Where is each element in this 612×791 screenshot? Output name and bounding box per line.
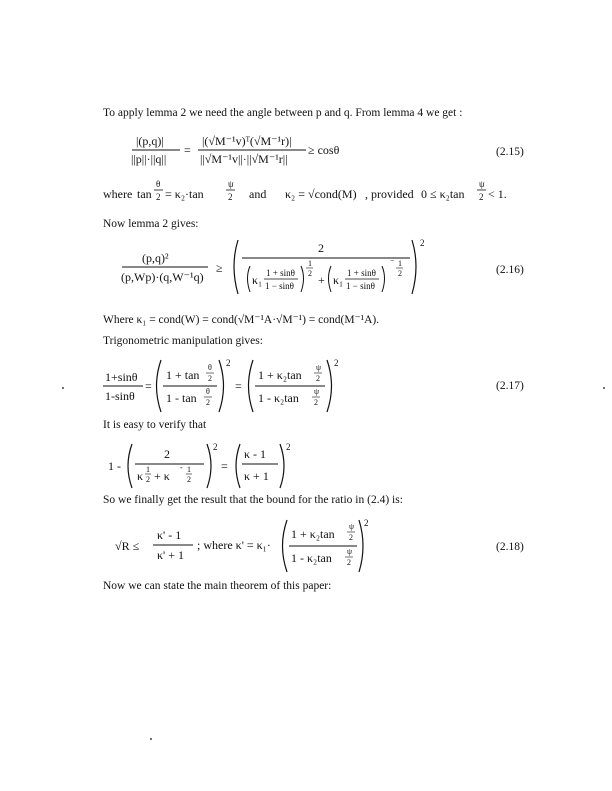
eq216-paren2-left	[329, 266, 332, 292]
eq218-paren-left	[283, 520, 288, 572]
eq217-mid-num-theta: θ	[208, 363, 212, 372]
eq218-num-two: 2	[349, 533, 353, 542]
equation-verify	[108, 440, 328, 492]
verify-half-den: 2	[146, 475, 150, 484]
scan-speck	[603, 387, 605, 389]
paragraph-main-theorem: Now we can state the main theorem of this paper:	[103, 580, 332, 592]
eq216-big-paren-right	[412, 240, 416, 294]
eq216-square: 2	[420, 238, 425, 248]
eq217-rhs-num-two: 2	[316, 374, 320, 383]
verify-rhs-den: κ + 1	[244, 469, 269, 483]
eq216-plus: +	[318, 273, 325, 287]
equation-number-2-17: (2.17)	[496, 380, 524, 392]
eq216-k1-a: κ₁	[252, 273, 263, 287]
eq217-mid-paren-left	[157, 360, 162, 412]
equation-where-tan	[103, 176, 523, 206]
equation-2-18	[115, 516, 369, 576]
provided-word: , provided	[365, 187, 414, 201]
paragraph-where-k1: Where κ₁ = cond(W) = cond(√M⁻¹A·√M⁻¹) = cond(M⁻¹A).	[103, 314, 380, 326]
theta-den: 2	[156, 192, 161, 202]
eq216-frac2-num: 1 + sinθ	[347, 268, 376, 278]
verify-paren-left	[128, 444, 132, 488]
eq218-den: 1 - κ₂tan	[291, 551, 332, 565]
eq216-lhs-num: (p,q)²	[142, 251, 169, 265]
k2-definition: κ₂ = √cond(M)	[285, 187, 357, 201]
verify-paren-right	[207, 444, 211, 488]
verify-rhs-num: κ - 1	[244, 447, 267, 461]
eq-k2tan: = κ₂·tan	[165, 187, 204, 201]
eq218-num-psi: ψ	[349, 522, 355, 531]
eq216-paren1-left	[248, 266, 251, 292]
verify-kappa: κ	[137, 469, 144, 483]
eq216-frac1-num: 1 + sinθ	[266, 268, 295, 278]
eq215-lhs-num: |(p,q)|	[136, 134, 164, 148]
paragraph-easy-verify: It is easy to verify that	[103, 419, 207, 431]
eq216-paren2-right	[382, 266, 385, 292]
eq218-where: ; where κ' = κ₁·	[197, 538, 271, 552]
paragraph-trig: Trigonometric manipulation gives:	[103, 335, 263, 347]
eq216-lhs-den: (p,Wp)·(q,W⁻¹q)	[121, 270, 204, 284]
eq217-rhs-square: 2	[334, 358, 339, 368]
eq216-exp2-minus: −	[390, 256, 395, 265]
condition-lhs: 0 ≤ κ₂tan	[421, 187, 465, 201]
paragraph-lemma-intro: To apply lemma 2 we need the angle between p and q. From lemma 4 we get :	[103, 107, 463, 119]
verify-half-num: 1	[146, 465, 150, 474]
verify-square-2: 2	[286, 442, 291, 452]
equation-number-2-16: (2.16)	[496, 264, 524, 276]
eq218-square: 2	[364, 518, 369, 528]
eq217-rhs-den-psi: ψ	[314, 387, 320, 396]
eq216-big-paren-left	[234, 240, 238, 294]
equation-2-15	[128, 130, 428, 176]
eq215-rhs-den: ||√M⁻¹v||·||√M⁻¹r||	[200, 152, 288, 166]
psi-num: ψ	[228, 179, 234, 189]
condition-rhs: < 1.	[488, 187, 507, 201]
eq218-num: 1 + κ₂tan	[291, 527, 335, 541]
eq218-sqrtR: √R ≤	[115, 539, 140, 553]
eq216-frac1-den: 1 − sinθ	[265, 281, 294, 291]
verify-minus: -	[180, 463, 183, 472]
eq218-frac-den: κ' + 1	[157, 548, 184, 562]
scan-speck	[150, 738, 152, 740]
eq218-den-psi: ψ	[347, 547, 353, 556]
equation-number-2-15: (2.15)	[496, 146, 524, 158]
eq217-rhs-paren-left	[249, 360, 254, 412]
eq218-paren-right	[359, 520, 363, 572]
verify-numer: 2	[164, 447, 170, 461]
eq218-den-two: 2	[347, 558, 351, 567]
paragraph-final-result: So we finally get the result that the bound for the ratio in (2.4) is:	[103, 494, 403, 506]
eq217-eq1: =	[145, 379, 152, 393]
eq217-lhs-den: 1-sinθ	[105, 389, 135, 403]
equation-2-17	[103, 356, 363, 416]
eq216-paren1-right	[301, 266, 304, 292]
tan-word: tan	[137, 187, 152, 201]
theta-num: θ	[156, 179, 161, 189]
eq217-rhs-num-psi: ψ	[316, 363, 322, 372]
equation-number-2-18: (2.18)	[496, 541, 524, 553]
eq216-exp1-den: 2	[308, 269, 312, 278]
eq217-mid-num-two: 2	[208, 374, 212, 383]
scan-speck	[62, 387, 64, 389]
verify-rhs-paren-right	[280, 444, 284, 488]
where-word: where	[103, 187, 133, 201]
and-word: and	[249, 187, 267, 201]
verify-equals: =	[221, 459, 228, 473]
eq217-rhs-num: 1 + κ₂tan	[258, 368, 302, 382]
eq215-equals: =	[184, 143, 191, 157]
eq216-exp1-num: 1	[308, 259, 312, 268]
eq217-rhs-den-two: 2	[314, 398, 318, 407]
eq217-rhs-den: 1 - κ₂tan	[258, 391, 299, 405]
eq216-frac2-den: 1 − sinθ	[346, 281, 375, 291]
paragraph-lemma2-gives: Now lemma 2 gives:	[103, 218, 199, 230]
verify-square-1: 2	[213, 442, 218, 452]
verify-rhs-paren-left	[236, 444, 240, 488]
eq215-tail: ≥ cosθ	[308, 143, 340, 157]
eq215-lhs-den: ||p||·||q||	[131, 152, 167, 166]
eq217-mid-num: 1 + tan	[166, 368, 200, 382]
eq216-geq: ≥	[216, 261, 223, 275]
psi-den: 2	[228, 192, 233, 202]
eq218-frac-num: κ' - 1	[157, 528, 182, 542]
eq217-mid-square: 2	[226, 358, 231, 368]
cond-psi-den: 2	[479, 192, 484, 202]
verify-neghalf-den: 2	[187, 475, 191, 484]
eq217-mid-paren-right	[219, 360, 224, 412]
verify-plus-kappa: + κ	[154, 469, 170, 483]
eq216-exp2-den: 2	[398, 269, 402, 278]
eq217-mid-den-theta: θ	[206, 387, 210, 396]
verify-one-minus: 1 -	[108, 459, 121, 473]
eq217-mid-den-two: 2	[206, 398, 210, 407]
eq216-numer: 2	[318, 241, 324, 255]
equation-2-16	[118, 236, 438, 298]
eq217-rhs-paren-right	[327, 360, 332, 412]
eq217-lhs-num: 1+sinθ	[105, 370, 138, 384]
eq217-eq2: =	[235, 379, 242, 393]
cond-psi-num: ψ	[479, 179, 485, 189]
eq217-mid-den: 1 - tan	[166, 391, 197, 405]
eq215-rhs-num: |(√M⁻¹v)ᵀ(√M⁻¹r)|	[202, 134, 292, 148]
eq216-k1-b: κ₁	[333, 273, 344, 287]
verify-neghalf-num: 1	[187, 465, 191, 474]
eq216-exp2-num: 1	[398, 259, 402, 268]
